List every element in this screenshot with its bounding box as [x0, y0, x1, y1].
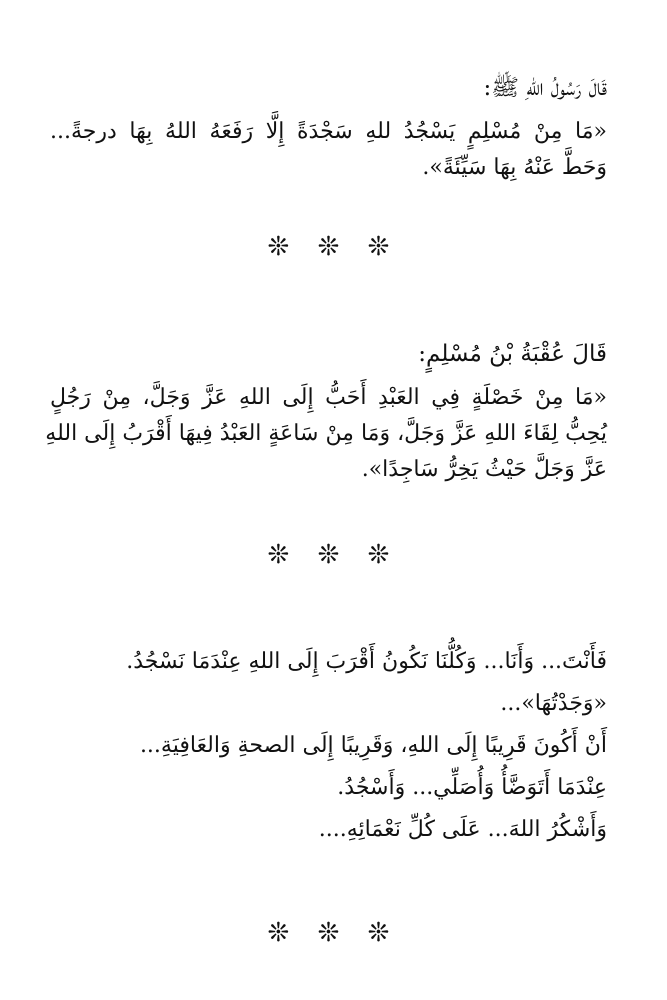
reflection-line-1: فَأَنْتَ... وَأَنَا... وَكُلُّنَا نَكُونُ أَقْرَبَ إِلَى اللهِ عِنْدَمَا نَسْجُدُ.: [126, 649, 607, 674]
hadith-line-1: «مَا مِنْ مُسْلِمٍ يَسْجُدُ للهِ سَجْدَةً إِلَّا رَفَعَهُ اللهُ بِهَا درجةً...: [50, 119, 607, 144]
reflection-section: [50, 644, 607, 848]
hadith-section: [50, 70, 607, 186]
asterism-separator: ❊ ❊ ❊: [267, 540, 400, 570]
quote-section: [45, 336, 607, 488]
reflection-line-5: وَأَشْكُرُ اللهَ... عَلَى كُلِّ نَعْمَائِهِ....: [318, 817, 607, 842]
quote-line-3: عَزَّ وَجَلَّ حَيْثُ يَخِرُّ سَاجِدًا».: [361, 457, 607, 482]
quote-line-1: «مَا مِنْ خَصْلَةٍ فِي العَبْدِ أَحَبُّ إِلَى اللهِ عَزَّ وَجَلَّ، مِنْ رَجُلٍ: [50, 385, 607, 410]
reflection-line-4: عِنْدَمَا أَتَوَضَّأُ وَأُصَلِّي... وَأَسْجُدُ.: [337, 775, 607, 800]
hadith-line-2: وَحَطَّ عَنْهُ بِهَا سَيِّئَةً».: [422, 155, 607, 180]
hadith-heading: قَالَ رَسُولُ اللهِ ﷺ:: [483, 75, 607, 101]
quote-line-2: يُحِبُّ لِقَاءَ اللهِ عَزَّ وَجَلَّ، وَمَا مِنْ سَاعَةٍ العَبْدُ فِيهَا أَقْرَبُ إِلَى اللهِ: [45, 421, 607, 446]
quote-heading: قَالَ عُقْبَةُ بْنُ مُسْلِمٍ:: [418, 341, 607, 367]
reflection-line-3: أَنْ أَكُونَ قَرِيبًا إِلَى اللهِ، وَقَرِيبًا إِلَى الصحةِ وَالعَافِيَةِ...: [139, 733, 607, 758]
asterism-separator: ❊ ❊ ❊: [267, 232, 400, 262]
asterism-separator: ❊ ❊ ❊: [267, 918, 400, 948]
reflection-line-2: «وَجَدْتُهَا»...: [500, 691, 607, 716]
